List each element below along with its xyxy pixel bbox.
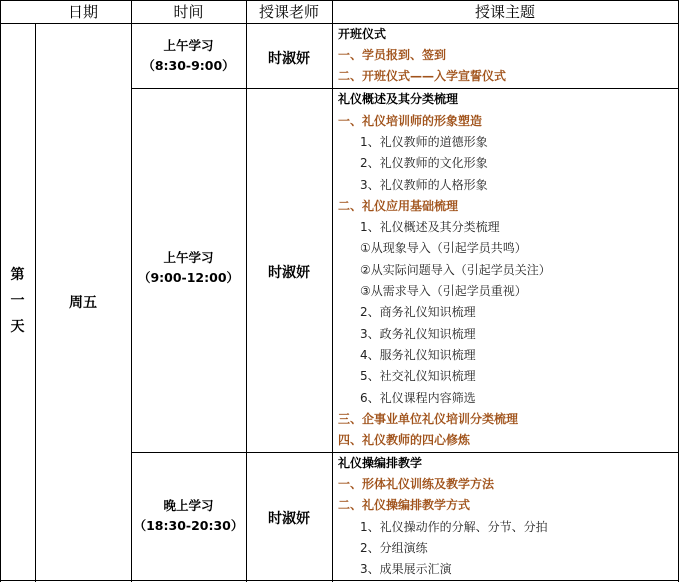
topic-item: ①从现象导入（引起学员共鸣） — [360, 241, 527, 255]
topic-item: 3、成果展示汇演 — [360, 562, 452, 576]
day-char: 天 — [10, 319, 25, 335]
grid-line — [0, 580, 679, 581]
topic-section: 一、学员报到、签到 — [338, 48, 447, 62]
topic-item: 2、分组演练 — [360, 541, 428, 555]
teacher-name: 时淑妍 — [268, 265, 310, 281]
slot-time-cell — [131, 248, 246, 288]
topic-item: 1、礼仪概述及其分类梳理 — [360, 220, 500, 234]
topic-section: 二、礼仪应用基础梳理 — [338, 199, 459, 213]
teacher-name: 时淑妍 — [268, 511, 310, 527]
topic-item: ②从实际问题导入（引起学员关注） — [360, 263, 551, 277]
topic-item: 3、政务礼仪知识梳理 — [360, 327, 476, 341]
topic-title: 礼仪操编排教学 — [338, 456, 423, 470]
topic-section: 二、礼仪操编排教学方式 — [338, 498, 471, 512]
slot-time: （18:30-20:30） — [133, 518, 244, 533]
slot-label: 上午学习 — [163, 250, 214, 265]
header-teacher: 授课老师 — [258, 3, 319, 21]
topic-item: 5、社交礼仪知识梳理 — [360, 369, 476, 383]
slot-label: 上午学习 — [163, 38, 214, 53]
header-topic: 授课主题 — [474, 3, 535, 21]
topic-item: 4、服务礼仪知识梳理 — [360, 348, 476, 362]
weekday-label: 周五 — [69, 295, 97, 311]
topic-item: ③从需求导入（引起学员重视） — [360, 284, 527, 298]
slot-label: 晚上学习 — [163, 498, 214, 513]
topic-title: 开班仪式 — [338, 27, 387, 41]
topic-section: 一、礼仪培训师的形象塑造 — [338, 114, 483, 128]
topic-item: 1、礼仪教师的道德形象 — [360, 135, 488, 149]
day-char: 第 — [10, 267, 25, 283]
slot-time-cell — [131, 496, 246, 536]
topic-item: 2、礼仪教师的文化形象 — [360, 156, 488, 170]
slot-time-cell — [131, 36, 246, 76]
topic-title: 礼仪概述及其分类梳理 — [338, 92, 459, 106]
slot-time: （8:30-9:00） — [142, 58, 235, 73]
teacher-name: 时淑妍 — [268, 51, 310, 67]
topic-section: 三、企事业单位礼仪培训分类梳理 — [338, 412, 519, 426]
header-time: 时间 — [173, 3, 204, 21]
topic-item: 6、礼仪课程内容筛选 — [360, 391, 476, 405]
topic-item: 3、礼仪教师的人格形象 — [360, 178, 488, 192]
topic-section: 一、形体礼仪训练及教学方法 — [338, 477, 495, 491]
topic-item: 1、礼仪操动作的分解、分节、分拍 — [360, 520, 548, 534]
topic-section: 四、礼仪教师的四心修炼 — [338, 433, 471, 447]
day-label — [0, 262, 35, 340]
day-char: 一 — [10, 293, 25, 309]
topic-item: 2、商务礼仪知识梳理 — [360, 305, 476, 319]
slot-time: （9:00-12:00） — [137, 270, 240, 285]
topic-section: 二、开班仪式——入学宣誓仪式 — [338, 69, 507, 83]
header-date: 日期 — [67, 3, 98, 21]
